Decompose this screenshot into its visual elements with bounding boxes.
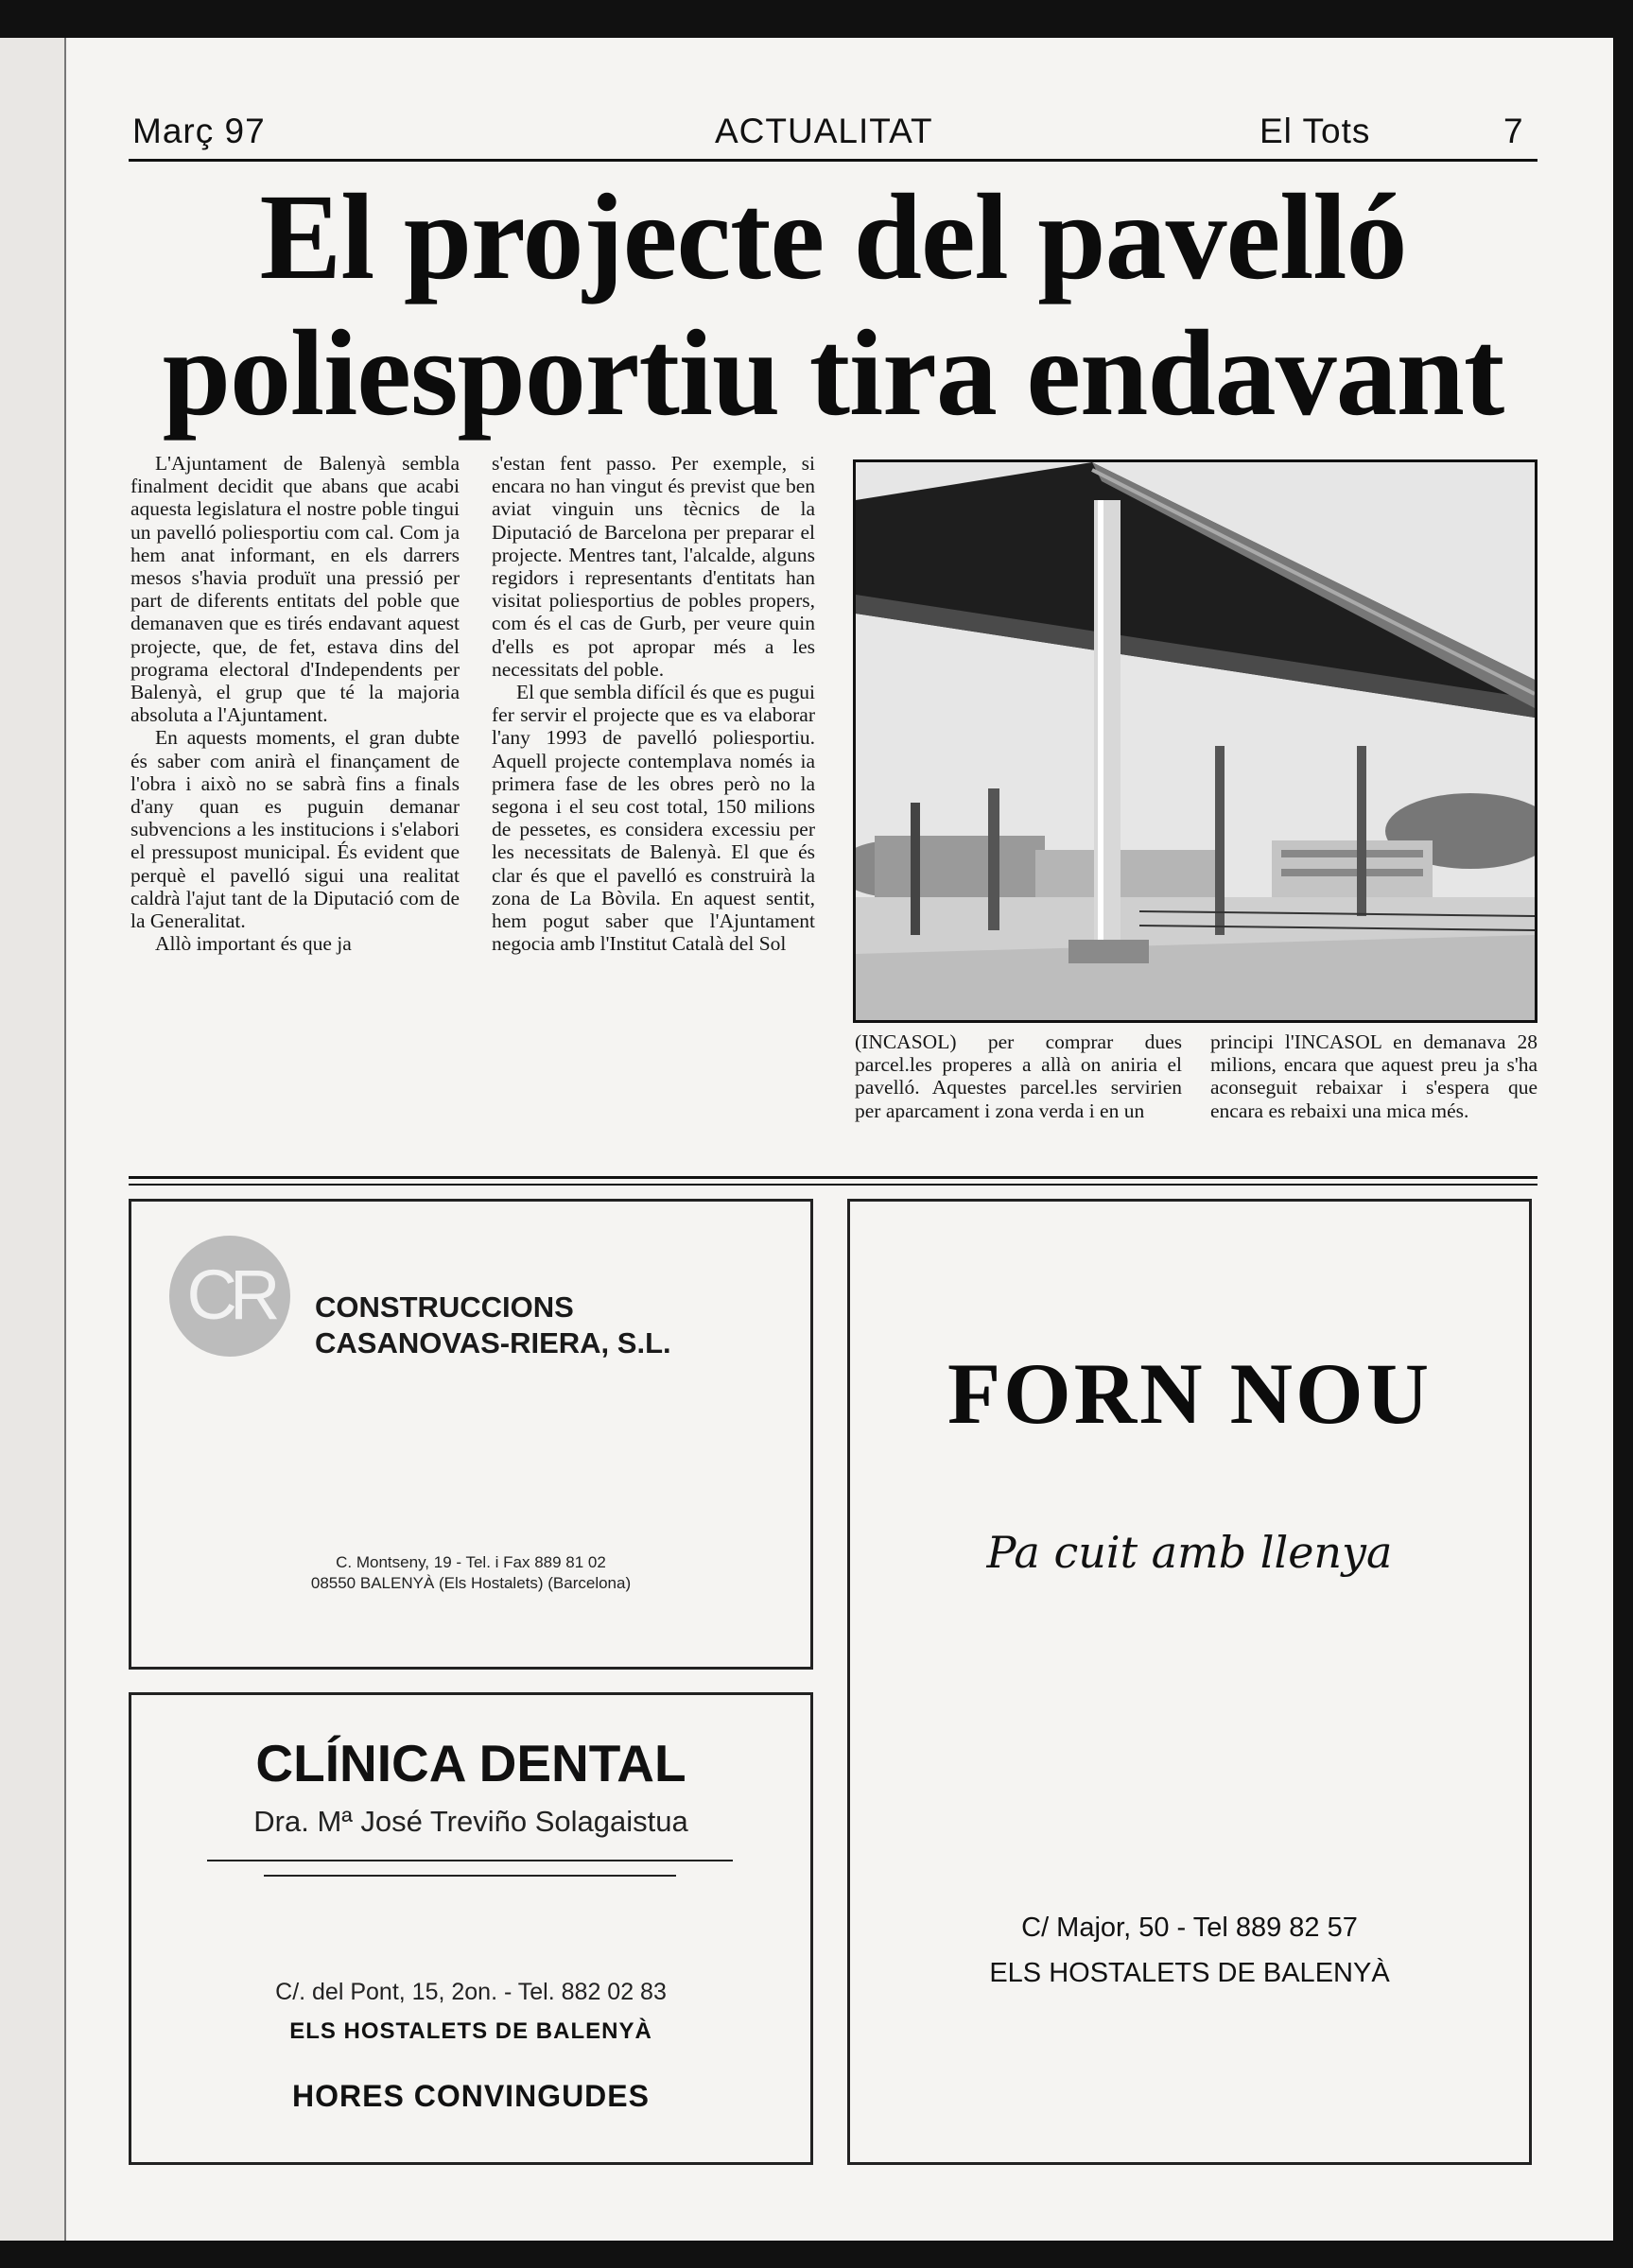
clinic-title: CLÍNICA DENTAL: [255, 1734, 686, 1792]
publication-name: El Tots: [1259, 112, 1371, 150]
article-column-2: [492, 452, 815, 955]
clinic-doctor: Dra. Mª José Treviño Solagaistua: [253, 1805, 688, 1838]
clinic-hours: HORES CONVINGUDES: [292, 2079, 650, 2113]
article-column-4: [1210, 1030, 1537, 1122]
page-number: 7: [1503, 112, 1524, 150]
bakery-slogan: Pa cuit amb llenya: [986, 1527, 1393, 1578]
bakery-address: C/ Major, 50 - Tel 889 82 57: [1021, 1913, 1358, 1943]
cr-logo-letters: CR: [186, 1255, 273, 1334]
bakery-title: FORN NOU: [947, 1345, 1433, 1442]
clinic-address: C/. del Pont, 15, 2on. - Tel. 882 02 83: [275, 1979, 667, 2005]
separator-rule: [129, 1184, 1537, 1186]
paragraph: L'Ajuntament de Balenyà sembla finalment decidit que abans que acabi aquesta legislatura el nostre poble tingui un pavelló poliesportiu com cal. Com ja hem anat informant, en els darrers mesos s'havia produït una pressió per part de diferents entitats del poble que demanaven que es tirés endavant aquest projecte, que, de fet, estava dins del programa electoral d'Independents per Balenyà, el grup que té la majoria absoluta a l'Ajuntament.: [130, 452, 460, 727]
separator-rule: [129, 1176, 1537, 1179]
article-column-1: [130, 452, 460, 955]
company-name-line-1: CONSTRUCCIONS: [315, 1290, 574, 1324]
paragraph: Allò important és que ja: [155, 932, 352, 956]
clinic-town: ELS HOSTALETS DE BALENYÀ: [289, 2018, 652, 2044]
ad-forn-nou: [847, 1199, 1532, 2165]
issue-date: Març 97: [132, 112, 266, 150]
clinic-rule: [207, 1860, 733, 1861]
cr-logo: [169, 1236, 290, 1357]
company-name-line-2: CASANOVAS-RIERA, S.L.: [315, 1326, 671, 1359]
header-rule: [129, 159, 1537, 162]
paragraph: s'estan fent passo. Per exemple, si encara no han vingut és previst que ben aviat vinguin uns tècnics de la Diputació de Barcelona per preparar el projecte. Mentres tant, l'alcalde, alguns regidors i representants d'entitats han visitat poliesportius de pobles propers, com és el cas de Gurb, per veure quin d'ells es pot apropar més a les necessitats del poble.: [492, 452, 815, 681]
headline-line-2: poliesportiu tira endavant: [162, 305, 1504, 441]
article-column-3: [855, 1030, 1182, 1122]
clinic-rule: [264, 1875, 676, 1877]
pavilion-photo: [853, 459, 1537, 1023]
bakery-town: ELS HOSTALETS DE BALENYÀ: [989, 1958, 1390, 1988]
ad-clinica-dental: [129, 1692, 813, 2165]
ad-construccions: [129, 1199, 813, 1670]
headline-line-1: El projecte del pavelló: [259, 169, 1407, 305]
company-address-line-2: 08550 BALENYÀ (Els Hostalets) (Barcelona): [310, 1574, 632, 1592]
paragraph: El que sembla difícil és que es pugui fer servir el projecte que es va elaborar l'any 1993 de pavelló poliesportiu. Aquell projecte contemplava només ia primera fase de les obres però no la segona i el seu cost total, 150 milions de pessetes, es considera excessiu per les necessitats de Balenyà. El que és clar és que el pavelló es construirà la zona de La Bòvila. En aquest sentit, hem pogut saber que l'Ajuntament negocia amb l'Institut Català del Sol: [492, 681, 815, 956]
pavilion-illustration: [856, 462, 1535, 1020]
paragraph: principi l'INCASOL en demanava 28 milions, encara que aquest preu ja s'ha aconseguit rebaixar i s'espera que encara es rebaixi una mica més.: [1210, 1030, 1537, 1122]
company-address-line-1: C. Montseny, 19 - Tel. i Fax 889 81 02: [336, 1553, 606, 1571]
binding-spine: [0, 38, 66, 2241]
paragraph: (INCASOL) per comprar dues parcel.les properes a allà on aniria el pavelló. Aquestes parcel.les servirien per aparcament i zona verda i en un: [855, 1030, 1182, 1122]
section-name: ACTUALITAT: [715, 112, 933, 150]
paragraph: En aquests moments, el gran dubte és saber com anirà el finançament de l'obra i això no se sabrà fins a finals d'any quan es puguin demanar subvencions a les institucions i s'elabori el pressupost municipal. És evident que perquè el pavelló sigui una realitat caldrà l'ajut tant de la Diputació com de la Generalitat.: [130, 726, 460, 933]
